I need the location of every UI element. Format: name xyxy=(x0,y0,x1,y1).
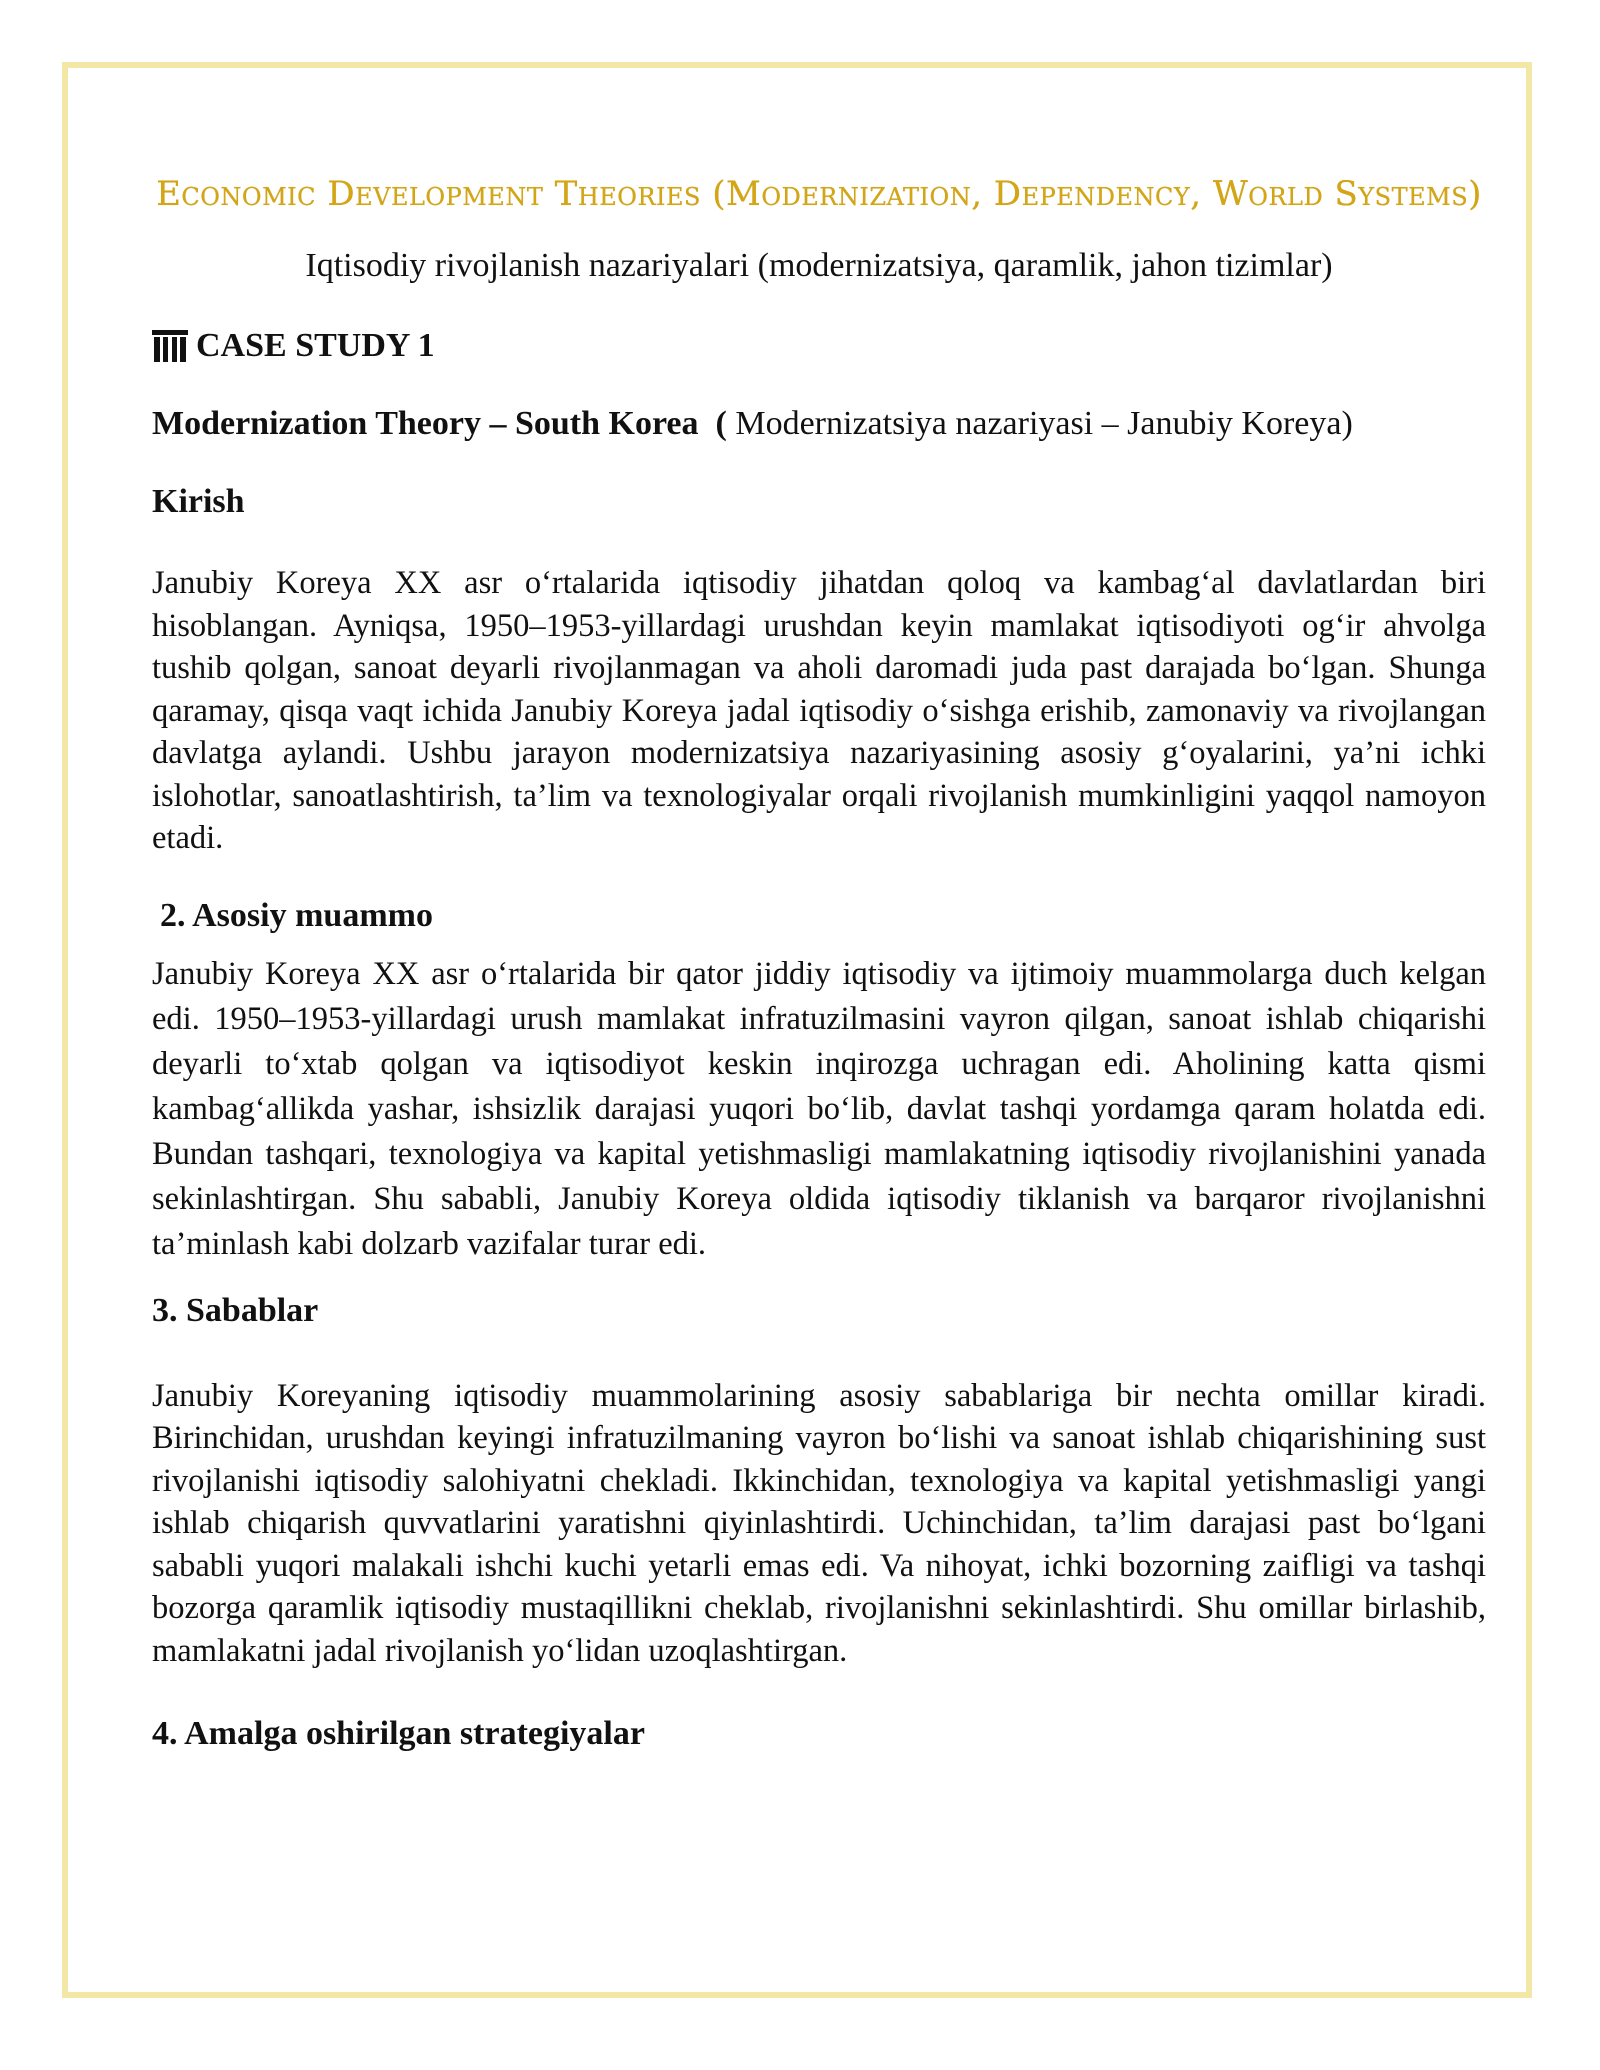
case-study-heading xyxy=(152,324,1486,368)
section-heading-asosiy-muammo: 2. Asosiy muammo xyxy=(160,896,433,934)
document-title: Economic Development Theories (Modernization, Dependency, World Systems) xyxy=(156,174,1482,214)
theory-title-english: Modernization Theory – South Korea ( xyxy=(152,405,736,442)
classical-building-icon xyxy=(152,330,188,362)
section-heading-strategiyalar: 4. Amalga oshirilgan strategiyalar xyxy=(152,1715,645,1752)
document-subtitle: Iqtisodiy rivojlanish nazariyalari (modernizatsiya, qaramlik, jahon tizimlar) xyxy=(305,247,1333,284)
section-heading-sabablar: 3. Sabablar xyxy=(152,1291,319,1329)
document-body xyxy=(152,168,1486,1756)
section-text-asosiy-muammo: Janubiy Koreya XX asr o‘rtalarida bir qator jiddiy iqtisodiy va ijtimoiy muammolarga duch kelgan edi. 1950–1953-yillardagi urush mamlakat infratuzilmasini vayron qilgan, sanoat ishlab chiqarishi deyarli to‘xtab qolgan va iqtisodiyot keskin inqirozga uchragan edi. Aholining katta qismi kambag‘allikda yashar, ishsizlik darajasi yuqori bo‘lib, davlat tashqi yordamga qaram holatda edi. Bundan tashqari, texnologiya va kapital yetishmasligi mamlakatning iqtisodiy rivojlanishini yanada sekinlashtirgan. Shu sababli, Janubiy Koreya oldida iqtisodiy tiklanish va barqaror rivojlanishni ta’minlash kabi dolzarb vazifalar turar edi. xyxy=(152,955,1486,1262)
section-heading-kirish: Kirish xyxy=(152,483,245,520)
section-text-sabablar: Janubiy Koreyaning iqtisodiy muammolarining asosiy sabablariga bir nechta omillar kiradi. Birinchidan, urushdan keyingi infratuzilmaning vayron bo‘lishi va sanoat ishlab chiqarishining sust rivojlanishi iqtisodiy salohiyatni chekladi. Ikkinchidan, texnologiya va kapital yetishmasligi yangi ishlab chiqarish quvvatlarini yaratishni qiyinlashtirdi. Uchinchidan, ta’lim darajasi past bo‘lgani sababli yuqori malakali ishchi kuchi yetarli emas edi. Va nihoyat, ichki bozorning zaifligi va tashqi bozorga qaramlik iqtisodiy mustaqillikni cheklab, rivojlanishni sekinlashtirdi. Shu omillar birlashib, mamlakatni jadal rivojlanish yo‘lidan uzoqlashtirgan. xyxy=(152,1377,1486,1669)
section-text-kirish: Janubiy Koreya XX asr o‘rtalarida iqtisodiy jihatdan qoloq va kambag‘al davlatlardan biri hisoblangan. Ayniqsa, 1950–1953-yillardagi urushdan keyin mamlakat iqtisodiyoti og‘ir ahvolga tushib qolgan, sanoat deyarli rivojlanmagan va aholi daromadi juda past darajada bo‘lgan. Shunga qaramay, qisqa vaqt ichida Janubiy Koreya jadal iqtisodiy o‘sishga erishib, zamonaviy va rivojlangan davlatga aylandi. Ushbu jarayon modernizatsiya nazariyasining asosiy g‘oyalarini, ya’ni ichki islohotlar, sanoatlashtirish, ta’lim va texnologiyalar orqali rivojlanish mumkinligini yaqqol namoyon etadi. xyxy=(152,565,1486,856)
case-study-label: CASE STUDY 1 xyxy=(196,327,435,364)
theory-title-uzbek: Modernizatsiya nazariyasi – Janubiy Koreya) xyxy=(735,405,1353,442)
theory-title xyxy=(152,402,1486,446)
